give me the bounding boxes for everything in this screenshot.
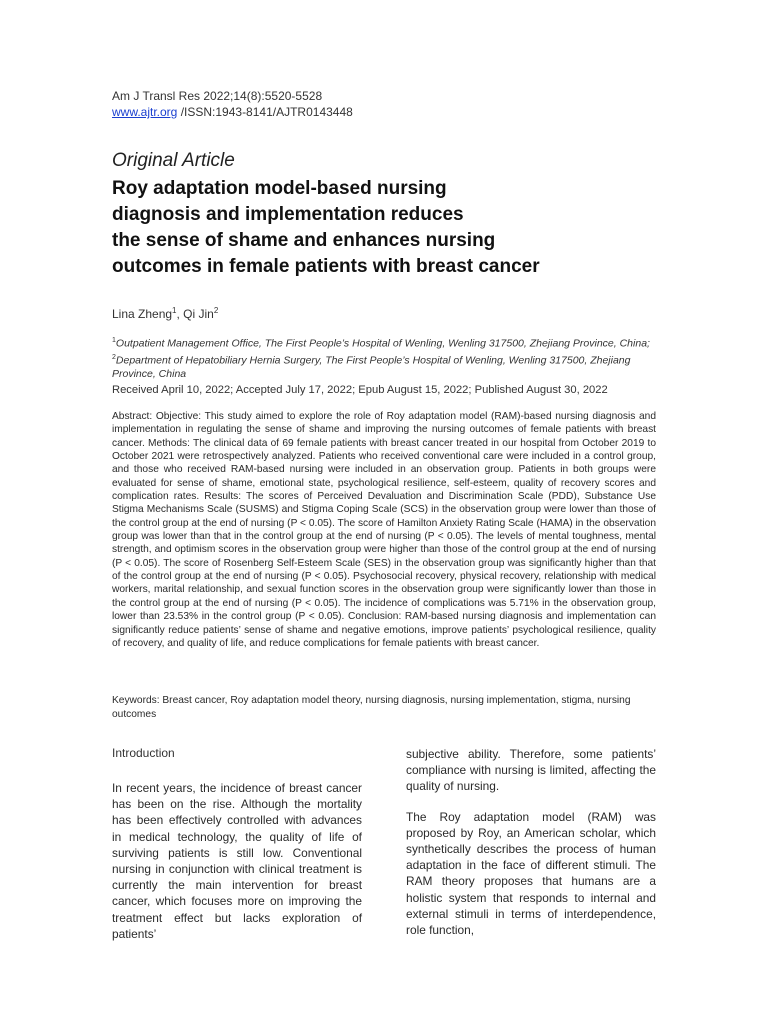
author-list — [112, 306, 218, 321]
right-column — [406, 746, 656, 952]
title-line: diagnosis and implementation reduces — [112, 204, 464, 225]
author-separator: , — [176, 307, 184, 321]
affiliation-text: Department of Hepatobiliary Hernia Surgery, The First People’s Hospital of Wenling, Wenling 317500, Zhejiang Province, China — [112, 354, 631, 380]
publication-dates: Received April 10, 2022; Accepted July 17, 2022; Epub August 15, 2022; Published August 30, 2022 — [112, 384, 608, 396]
article-title — [112, 176, 632, 280]
abstract: Abstract: Objective: This study aimed to explore the role of Roy adaptation model (RAM)-based nursing diagnosis and implementation in regulating the sense of shame and improving the nursing outcomes of female patients with breast cancer. Methods: The clinical data of 69 female patients with breast cancer treated in our hospital from October 2019 to October 2021 were retrospectively analyzed. Patients who received conventional care were included in a control group, and those who received RAM-based nursing were included in an observation group. Patients in both groups were evaluated for sense of shame, emotional state, psychological resilience, self-esteem, quality of recovery scores and complication rates. Results: The scores of Perceived Devaluation and Discrimination Scale (PDD), Substance Use Stigma Mechanisms Scale (SUSMS) and Stigma Coping Scale (SCS) in the observation group were lower than those of the control group at the end of nursing (P < 0.05). The score of Hamilton Anxiety Rating Scale (HAMA) in the observation group was lower than that in the control group at the end of nursing (P < 0.05). The levels of mental toughness, mental strength, and optimism scores in the observation group were higher than those of the control group at the end of nursing (P < 0.05). The score of Rosenberg Self-Esteem Scale (SES) in the observation group was significantly higher than that of the control group at the end of nursing (P < 0.05). Psychosocial recovery, physical recovery, relationship with medical workers, marital relationship, and sexual function scores in the observation group were significantly lower than those in the control group at the end of nursing (P < 0.05). The incidence of complications was 5.71% in the observation group, lower than 23.53% in the control group (P < 0.05). Conclusion: RAM-based nursing diagnosis and implementation can significantly reduce patients’ sense of shame and negative emotions, improve patients’ psychological resilience, quality of recovery, and quality of life, and reduce complications for female patients with breast cancer. — [112, 411, 656, 649]
article-type: Original Article — [112, 150, 235, 171]
body-paragraph: In recent years, the incidence of breast cancer has been on the rise. Although the mortality has been effectively controlled with advances in medical technology, the quality of life of surviving patients is still low. Conventional nursing in conjunction with clinical treatment is currently the main intervention for breast cancer, which focuses more on improving the treatment effect but lacks exploration of patients’ — [112, 781, 362, 941]
title-line: the sense of shame and enhances nursing — [112, 230, 496, 251]
body-paragraph: The Roy adaptation model (RAM) was proposed by Roy, an American scholar, which synthetically describes the process of human adaptation in the face of different stimuli. The RAM theory proposes that humans are a holistic system that responds to internal and external stimuli in terms of interdependence, role function, — [406, 809, 656, 938]
left-column — [112, 746, 362, 956]
journal-citation-block — [112, 88, 353, 120]
affiliation-mark: 1 — [112, 337, 116, 344]
body-paragraph: subjective ability. Therefore, some patients’ compliance with nursing is limited, affecting the quality of nursing. — [406, 747, 656, 794]
journal-website-link[interactable]: www.ajtr.org — [112, 105, 178, 119]
keywords: Keywords: Breast cancer, Roy adaptation model theory, nursing diagnosis, nursing implementation, stigma, nursing outcomes — [112, 695, 631, 720]
journal-link-line — [112, 104, 353, 120]
affiliation-text: Outpatient Management Office, The First People’s Hospital of Wenling, Wenling 317500, Zhejiang Province, China; — [115, 337, 650, 350]
title-line: outcomes in female patients with breast cancer — [112, 256, 540, 277]
author-affiliation-mark: 1 — [172, 306, 177, 315]
affiliations — [112, 334, 652, 381]
author-name: Qi Jin — [183, 307, 214, 321]
title-line: Roy adaptation model-based nursing — [112, 178, 447, 199]
journal-issn: /ISSN:1943-8141/AJTR0143448 — [177, 105, 353, 119]
journal-citation: Am J Transl Res 2022;14(8):5520-5528 — [112, 89, 323, 103]
section-heading-introduction: Introduction — [112, 746, 175, 760]
affiliation-mark: 2 — [112, 353, 116, 361]
author-affiliation-mark: 2 — [213, 306, 219, 315]
author-name: Lina Zheng — [112, 307, 173, 321]
